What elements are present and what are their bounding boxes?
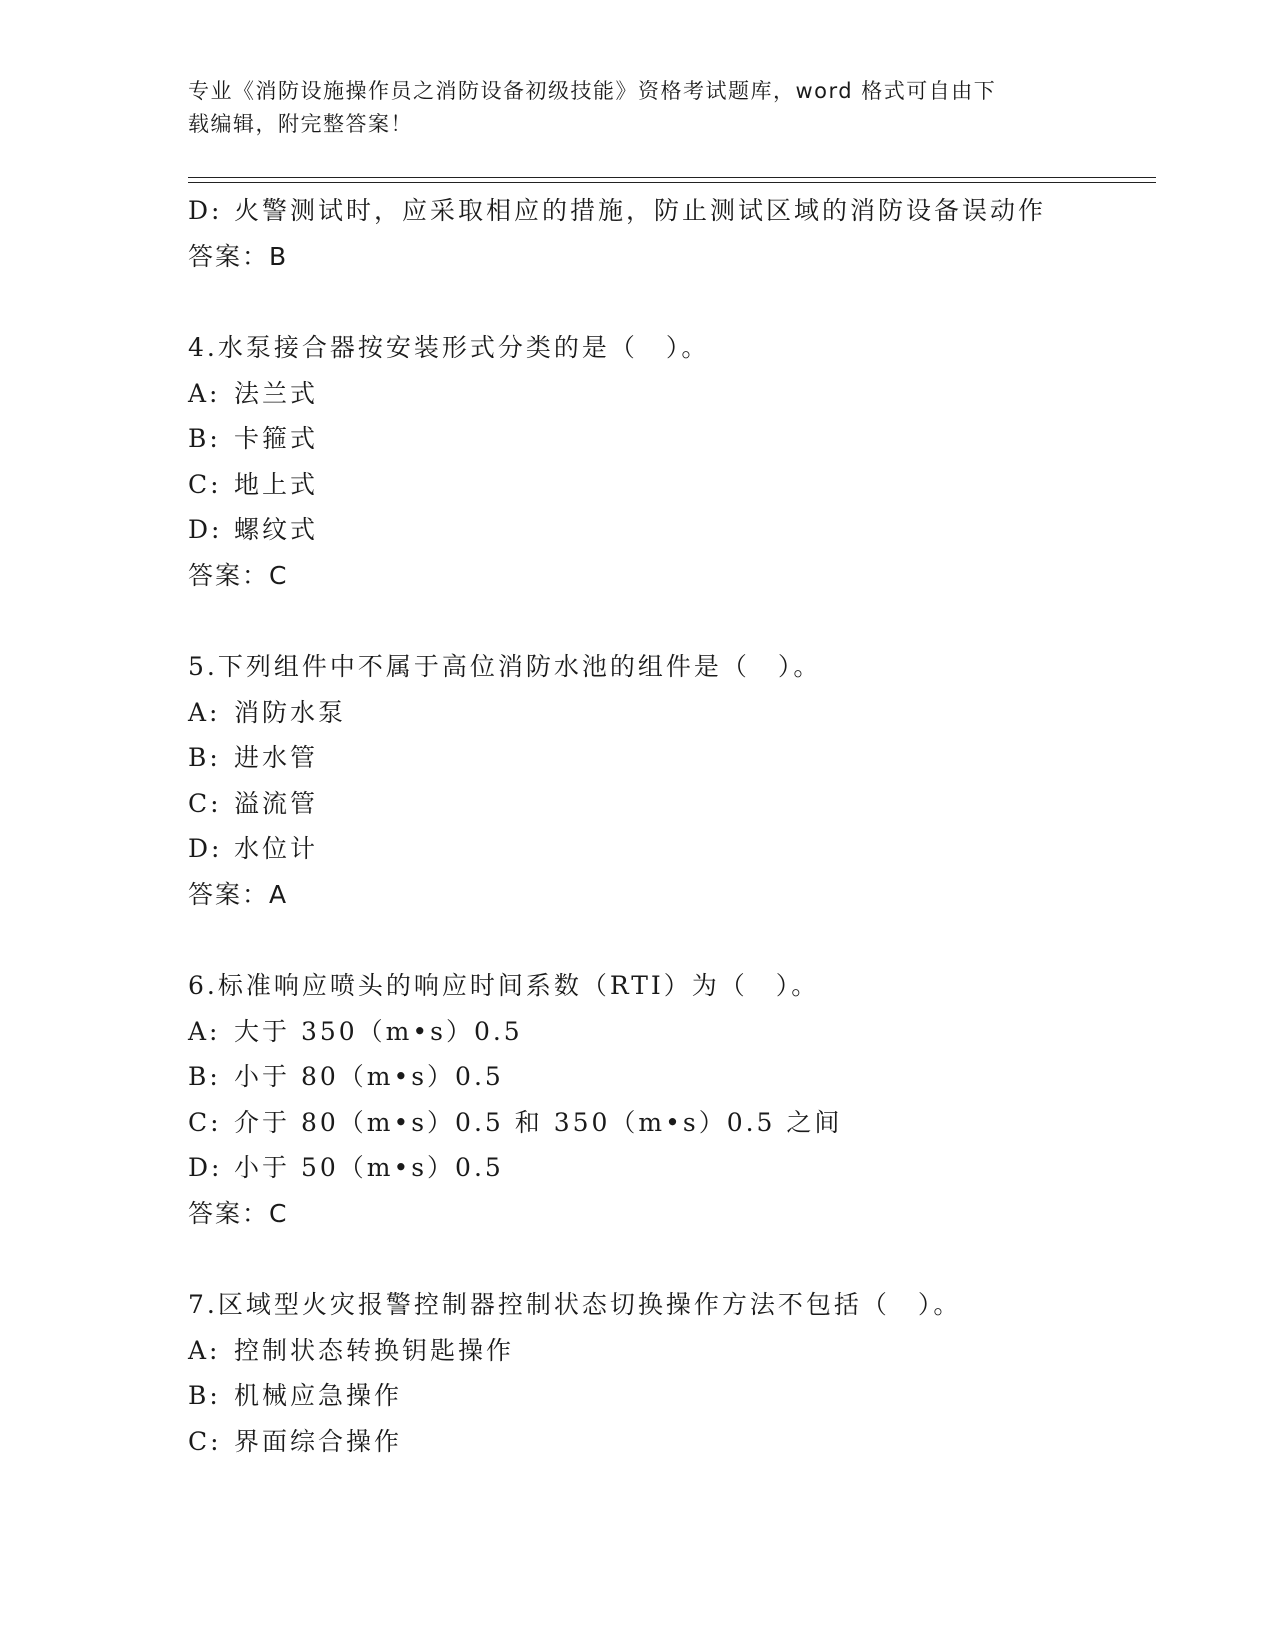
question-block (188, 325, 1156, 598)
answer-line: 答案：A (188, 879, 289, 909)
option-label: B: (188, 424, 221, 453)
option-a (188, 1328, 1156, 1374)
question-block (188, 644, 1156, 917)
option-d (188, 507, 1156, 553)
option-a (188, 371, 1156, 417)
option-text: 消防水泵 (234, 697, 347, 727)
option-label: D: (188, 515, 223, 544)
option-b (188, 416, 1156, 462)
question-stem: 6.标准响应喷头的响应时间系数（RTI）为（ ）。 (188, 971, 820, 1000)
option-label: D: (188, 1153, 223, 1182)
question-block (188, 1282, 1156, 1464)
header-line-2: 载编辑，附完整答案！ (188, 112, 413, 136)
option-c (188, 781, 1156, 827)
answer-line: 答案：C (188, 560, 289, 590)
option-a (188, 690, 1156, 736)
question-gap (188, 279, 1156, 325)
option-d (188, 1145, 1156, 1191)
option-label: B: (188, 1381, 221, 1410)
page-header (188, 75, 1068, 141)
option-d (188, 826, 1156, 872)
header-divider-top (188, 177, 1156, 178)
option-b (188, 1373, 1156, 1419)
option-a (188, 1009, 1156, 1055)
option-label: D: (188, 196, 223, 225)
question-gap (188, 598, 1156, 644)
option-c (188, 462, 1156, 508)
option-b (188, 1054, 1156, 1100)
option-text: 小于 80（m•s）0.5 (234, 1062, 504, 1091)
option-b (188, 735, 1156, 781)
answer-line: 答案：B (188, 241, 289, 271)
option-c (188, 1100, 1156, 1146)
option-text: 界面综合操作 (234, 1426, 403, 1456)
option-text: 小于 50（m•s）0.5 (234, 1153, 504, 1182)
option-label: A: (188, 1016, 221, 1046)
option-label: B: (188, 1062, 221, 1091)
header-line-1: 专业《消防设施操作员之消防设备初级技能》资格考试题库，word 格式可自由下 (188, 79, 997, 103)
option-label: C: (188, 1107, 222, 1137)
option-label: C: (188, 469, 222, 499)
option-label: D: (188, 834, 223, 863)
answer-line: 答案：C (188, 1198, 289, 1228)
option-label: B: (188, 743, 221, 772)
option-text: 控制状态转换钥匙操作 (234, 1335, 515, 1365)
option-text: 地上式 (234, 469, 319, 499)
option-text: 螺纹式 (234, 515, 319, 544)
option-text: 介于 80（m•s）0.5 和 350（m•s）0.5 之间 (234, 1107, 843, 1137)
option-text: 溢流管 (234, 788, 319, 818)
option-label: A: (188, 1335, 221, 1365)
question-stem: 5.下列组件中不属于高位消防水池的组件是（ ）。 (188, 652, 822, 681)
option-d (188, 188, 1156, 234)
question-gap (188, 917, 1156, 963)
question-block (188, 963, 1156, 1236)
question-stem: 7.区域型火灾报警控制器控制状态切换操作方法不包括（ ）。 (188, 1290, 962, 1319)
option-label: C: (188, 1426, 222, 1456)
option-label: A: (188, 378, 221, 408)
option-text: 卡箍式 (234, 424, 319, 453)
option-text: 大于 350（m•s）0.5 (234, 1016, 523, 1046)
option-text: 水位计 (234, 834, 319, 863)
question-gap (188, 1236, 1156, 1282)
option-text: 法兰式 (234, 378, 319, 408)
option-label: A: (188, 697, 221, 727)
option-text: 机械应急操作 (234, 1381, 403, 1410)
header-divider-bottom (188, 182, 1156, 183)
option-text: 火警测试时，应采取相应的措施，防止测试区域的消防设备误动作 (234, 196, 1047, 225)
question-stem: 4.水泵接合器按安装形式分类的是（ ）。 (188, 333, 710, 362)
option-c (188, 1419, 1156, 1465)
document-body (188, 188, 1156, 1464)
option-text: 进水管 (234, 743, 319, 772)
option-label: C: (188, 788, 222, 818)
